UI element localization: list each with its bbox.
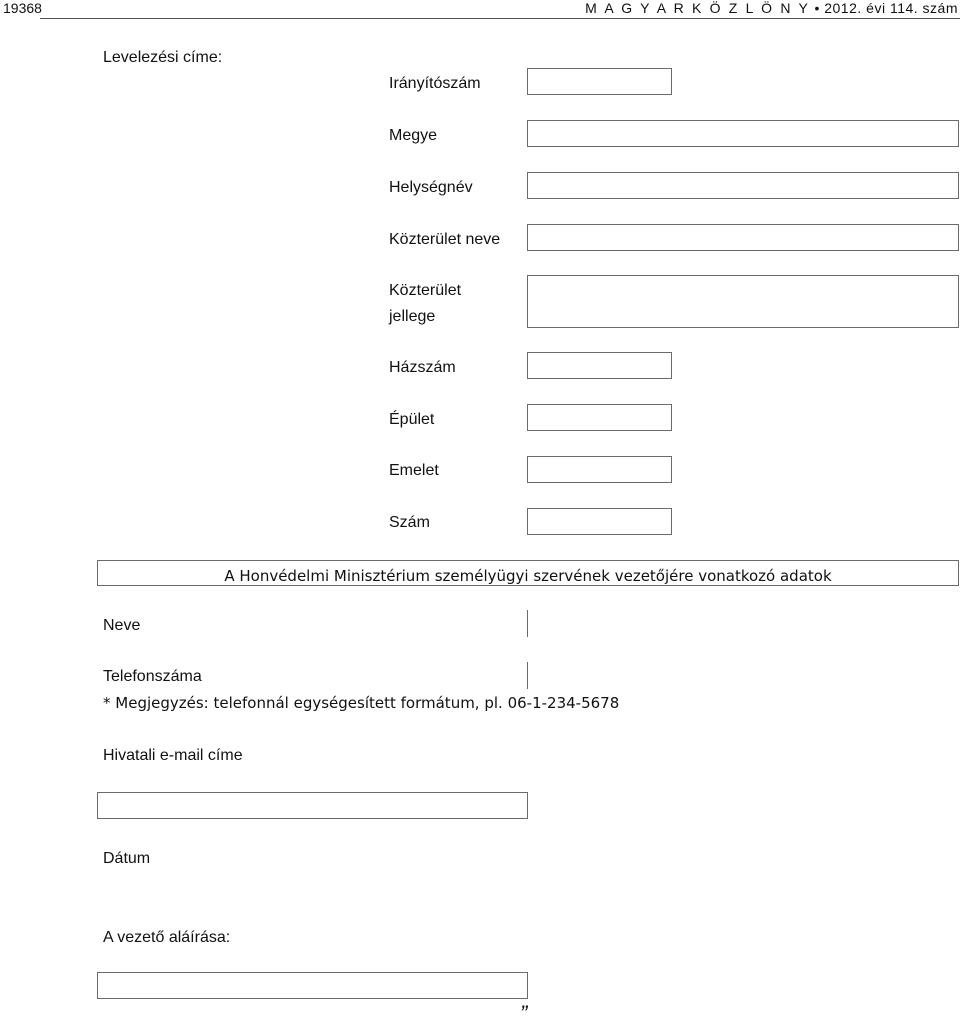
- phone-label: Telefonszáma: [103, 668, 202, 685]
- floor-field[interactable]: [527, 456, 672, 483]
- floor-label: Emelet: [389, 462, 439, 479]
- postal-code-label: Irányítószám: [389, 75, 481, 92]
- door-number-label: Szám: [389, 514, 430, 531]
- closing-quote-mark: ”: [520, 1001, 528, 1026]
- building-field[interactable]: [527, 404, 672, 431]
- postal-code-field[interactable]: [527, 68, 672, 95]
- phone-format-note: * Megjegyzés: telefonnál egységesített formátum, pl. 06-1-234-5678: [103, 694, 620, 712]
- header-rule: [40, 18, 960, 19]
- settlement-field[interactable]: [527, 172, 959, 199]
- street-type-label-line2: jellege: [389, 308, 436, 325]
- issue-label: 2012. évi 114. szám: [824, 0, 958, 16]
- settlement-label: Helységnév: [389, 179, 473, 196]
- street-type-field[interactable]: [527, 275, 959, 328]
- house-number-label: Házszám: [389, 359, 456, 376]
- page-number: 19368: [3, 0, 42, 16]
- county-label: Megye: [389, 127, 438, 144]
- name-field[interactable]: [527, 610, 528, 637]
- mailing-address-title: Levelezési címe:: [103, 49, 223, 66]
- name-label: Neve: [103, 617, 141, 634]
- header-bullet: •: [814, 0, 820, 16]
- email-field[interactable]: [97, 792, 528, 819]
- phone-field[interactable]: [527, 662, 528, 689]
- signature-field[interactable]: [97, 972, 528, 999]
- signature-label: A vezető aláírása:: [103, 929, 231, 946]
- county-field[interactable]: [527, 120, 959, 147]
- email-label: Hivatali e-mail címe: [103, 747, 243, 764]
- street-type-label-line1: Közterület: [389, 282, 462, 299]
- building-label: Épület: [389, 411, 435, 428]
- running-header: [585, 0, 958, 16]
- date-label: Dátum: [103, 850, 151, 867]
- house-number-field[interactable]: [527, 352, 672, 379]
- journal-name: M A G Y A R K Ö Z L Ö N Y: [585, 0, 811, 16]
- section-banner: A Honvédelmi Minisztérium személyügyi szervének vezetőjére vonatkozó adatok: [97, 560, 959, 586]
- door-number-field[interactable]: [527, 508, 672, 535]
- street-name-field[interactable]: [527, 224, 959, 251]
- street-name-label: Közterület neve: [389, 231, 501, 248]
